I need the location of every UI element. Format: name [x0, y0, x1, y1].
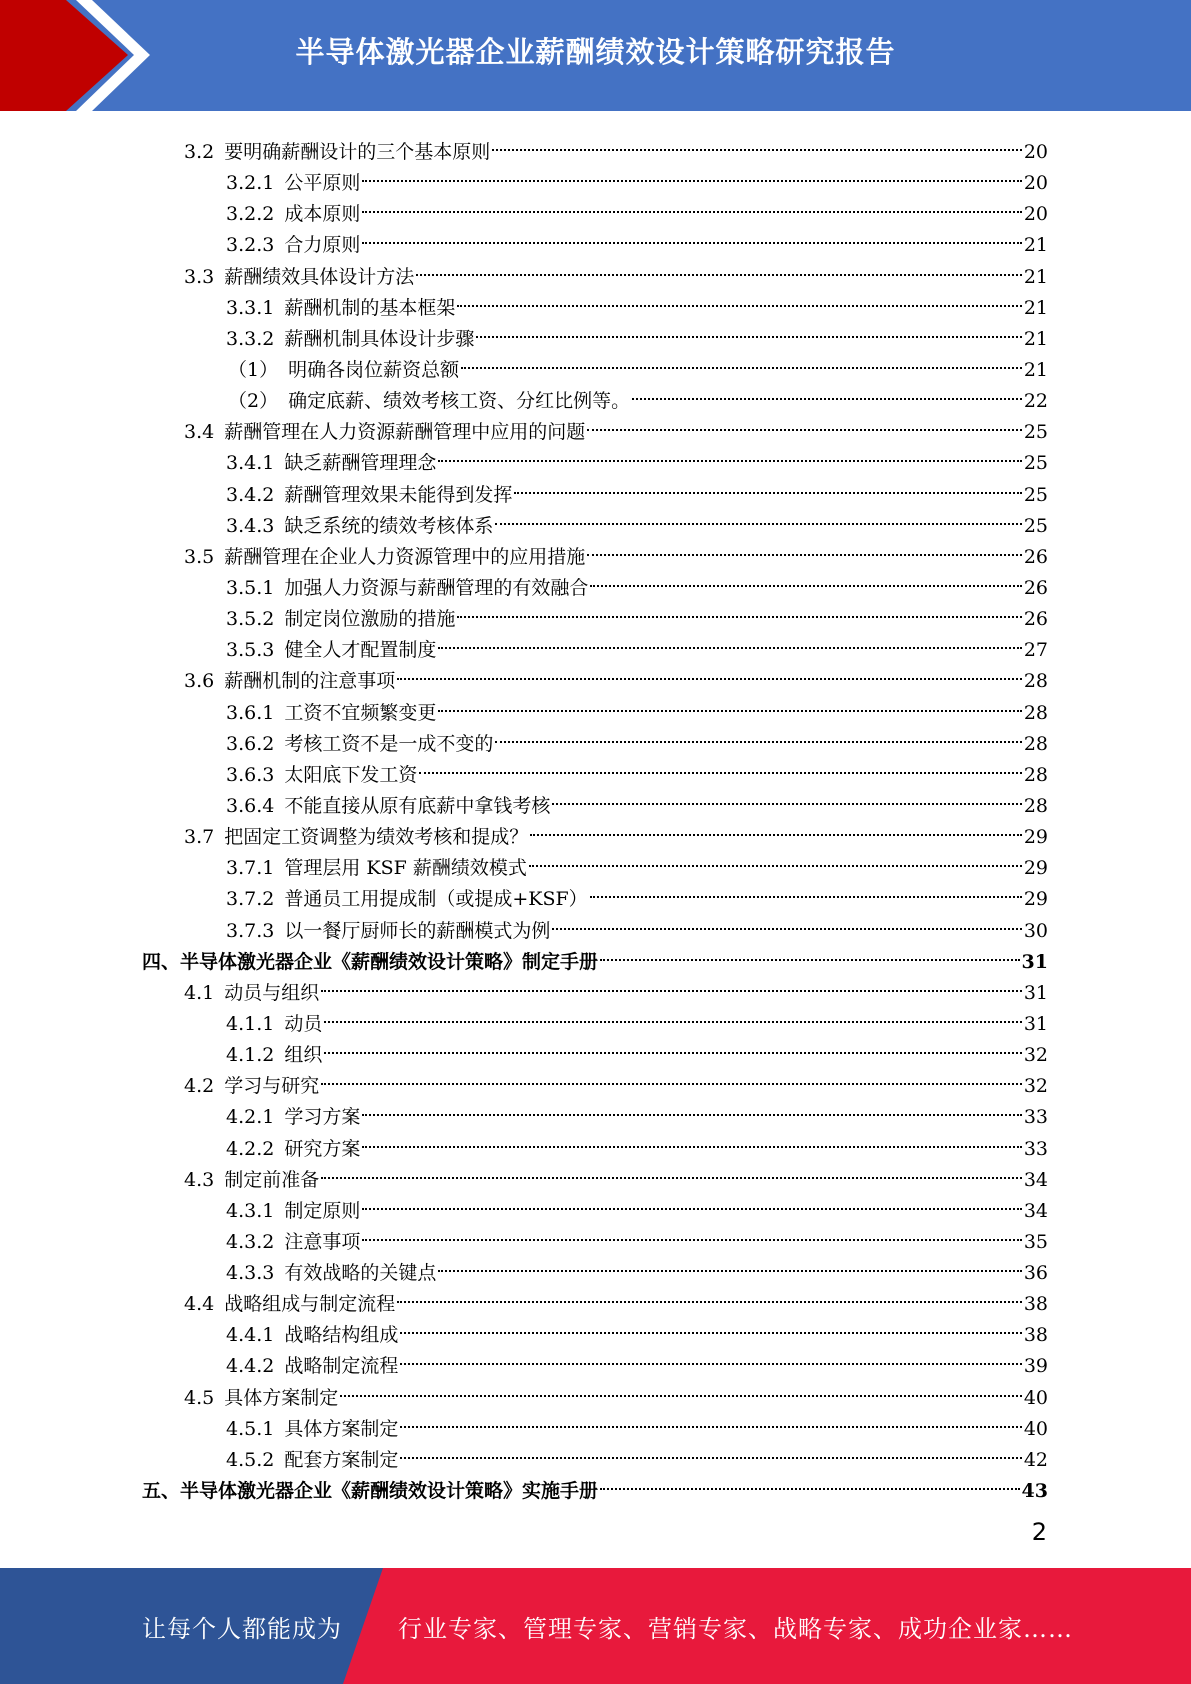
toc-leader-dots [492, 127, 1022, 158]
toc-entry-number: 3.2 [184, 141, 215, 163]
toc-entry-title: 战略结构组成 [284, 1324, 399, 1347]
toc-entry-number: 4.3.2 [226, 1230, 275, 1253]
toc-leader-dots [514, 470, 1021, 501]
toc-entry-page: 21 [1023, 327, 1048, 350]
toc-entry-number: 3.6.4 [226, 794, 275, 817]
toc-entry-number: 4.1 [184, 981, 215, 1004]
toc-entry-title: 学习方案 [284, 1106, 361, 1129]
toc-leader-dots [416, 252, 1022, 283]
toc-entry-page: 43 [1021, 1480, 1048, 1503]
toc-entry[interactable] [142, 127, 1048, 163]
toc-entry-number: 3.5.2 [226, 608, 275, 631]
toc-entry-page: 28 [1023, 732, 1048, 755]
toc-leader-dots [321, 1061, 1022, 1092]
toc-entry-page: 20 [1023, 203, 1048, 226]
toc-entry-title: 要明确薪酬设计的三个基本原则 [224, 141, 491, 163]
toc-entry-page: 21 [1023, 358, 1048, 381]
toc-entry-page: 25 [1023, 514, 1048, 537]
toc-entry-title: 成本原则 [284, 203, 361, 226]
toc-leader-dots [362, 1092, 1021, 1123]
toc-leader-dots [600, 937, 1020, 968]
page-number: 2 [1031, 1518, 1047, 1546]
footer-slogan-right: 行业专家、管理专家、营销专家、战略专家、成功企业家…… [398, 1614, 1073, 1643]
toc-entry-title: 薪酬机制的注意事项 [224, 670, 396, 693]
toc-leader-dots [362, 1186, 1021, 1217]
toc-entry-number: 3.6 [184, 670, 215, 693]
toc-leader-dots [340, 1373, 1022, 1404]
toc-entry-page: 29 [1023, 888, 1048, 911]
toc-leader-dots [457, 594, 1021, 625]
toc-entry-page: 26 [1023, 576, 1048, 599]
toc-entry-number: 3.5.3 [226, 639, 275, 662]
toc-leader-dots [530, 812, 1022, 843]
toc-leader-dots [324, 999, 1021, 1030]
toc-entry-number: 3.2.3 [226, 234, 275, 257]
toc-entry-number: 4.4.1 [226, 1324, 275, 1347]
toc-entry-number: 3.4.3 [226, 514, 275, 537]
toc-leader-dots [590, 563, 1021, 594]
toc-leader-dots [590, 874, 1022, 905]
toc-entry-title: 不能直接从原有底薪中拿钱考核 [284, 794, 551, 817]
toc-entry-page: 33 [1023, 1106, 1048, 1129]
toc-entry-page: 34 [1023, 1168, 1048, 1191]
toc-entry-title: 缺乏系统的绩效考核体系 [284, 514, 494, 537]
toc-leader-dots [397, 656, 1022, 687]
toc-entry-title: 确定底薪、绩效考核工资、分红比例等。 [288, 390, 631, 413]
toc-leader-dots [321, 1155, 1022, 1186]
toc-entry-title: 组织 [284, 1044, 323, 1067]
toc-entry-number: 3.7.2 [226, 888, 275, 911]
toc-leader-dots [362, 1217, 1021, 1248]
toc-leader-dots [495, 501, 1021, 532]
toc-entry-page: 36 [1023, 1262, 1048, 1285]
toc-entry-number: 4.2.2 [226, 1137, 275, 1160]
toc-entry[interactable] [142, 719, 1048, 755]
toc-entry-page: 21 [1023, 234, 1048, 257]
toc-entry-page: 34 [1023, 1199, 1048, 1222]
toc-entry-number: 4.1.2 [226, 1044, 275, 1067]
toc-entry-title: 薪酬绩效具体设计方法 [224, 265, 415, 288]
toc-leader-dots [400, 1310, 1021, 1341]
toc-entry-title: 学习与研究 [224, 1075, 320, 1098]
toc-entry[interactable] [142, 220, 1048, 257]
toc-entry-title: 制定原则 [284, 1199, 361, 1222]
header-arrow-decoration [0, 0, 160, 111]
toc-entry[interactable] [142, 1341, 1048, 1378]
toc-entry-number: 4.4 [184, 1293, 215, 1316]
toc-entry-page: 25 [1023, 452, 1048, 475]
toc-entry-number: 4.4.2 [226, 1355, 275, 1378]
toc-entry-page: 22 [1023, 390, 1048, 413]
toc-entry-number: 3.7.3 [226, 919, 275, 942]
toc-entry[interactable] [142, 874, 1048, 911]
toc-leader-dots [362, 158, 1021, 189]
toc-leader-dots [476, 314, 1021, 345]
toc-entry-number: （1） [228, 358, 279, 381]
toc-leader-dots [587, 532, 1022, 563]
toc-leader-dots [400, 1404, 1021, 1435]
toc-entry-number: 3.2.1 [226, 172, 275, 195]
toc-entry-page: 26 [1023, 608, 1048, 631]
toc-entry[interactable] [142, 750, 1048, 786]
toc-entry-number: 4.3.3 [226, 1262, 275, 1285]
toc-entry-title: 合力原则 [284, 234, 361, 257]
toc-entry-page: 39 [1023, 1355, 1048, 1378]
toc-entry-page: 32 [1023, 1075, 1048, 1098]
toc-entry-title: 战略制定流程 [284, 1355, 399, 1378]
toc-entry-title: 把固定工资调整为绩效考核和提成？ [224, 826, 529, 849]
toc-entry-page: 28 [1023, 794, 1048, 817]
toc-entry-number: 4.2.1 [226, 1106, 275, 1129]
toc-entry-page: 31 [1023, 981, 1048, 1004]
toc-leader-dots [362, 220, 1021, 251]
toc-entry-page: 21 [1023, 296, 1048, 319]
toc-entry-number: （2） [228, 390, 279, 413]
toc-entry-title: 研究方案 [284, 1137, 361, 1160]
toc-entry-number: 3.3.2 [226, 327, 275, 350]
toc-entry-page: 20 [1023, 141, 1048, 163]
toc-leader-dots [400, 1341, 1021, 1372]
toc-entry-page: 27 [1023, 639, 1048, 662]
toc-leader-dots [397, 1279, 1022, 1310]
toc-entry[interactable] [142, 1435, 1048, 1471]
toc-entry-title: 战略组成与制定流程 [224, 1293, 396, 1316]
toc-entry-title: 薪酬管理在人力资源薪酬管理中应用的问题 [224, 421, 586, 444]
page-header [0, 0, 1191, 111]
toc-entry-title: 缺乏薪酬管理理念 [284, 452, 437, 475]
toc-entry-title: 以一餐厅厨师长的薪酬模式为例 [284, 919, 551, 942]
toc-entry-title: 薪酬管理在企业人力资源管理中的应用措施 [224, 545, 586, 568]
toc-entry-page: 42 [1023, 1448, 1048, 1471]
toc-entry[interactable] [142, 1030, 1048, 1067]
toc-entry[interactable] [142, 1124, 1048, 1160]
toc-entry-number: 4.3 [184, 1168, 215, 1191]
toc-entry[interactable] [142, 656, 1048, 693]
toc-leader-dots [632, 376, 1022, 407]
toc-leader-dots [400, 1435, 1021, 1466]
toc-entry-page: 25 [1023, 483, 1048, 506]
toc-entry-number: 3.4.2 [226, 483, 275, 506]
toc-leader-dots [495, 719, 1021, 750]
toc-entry-page: 28 [1023, 701, 1048, 724]
toc-entry-title: 具体方案制定 [284, 1417, 399, 1440]
toc-entry[interactable] [142, 1373, 1048, 1409]
toc-entry-number: 3.4 [184, 421, 215, 444]
toc-entry-number: 3.5.1 [226, 576, 275, 599]
toc-entry[interactable] [142, 1279, 1048, 1316]
toc-entry-page: 31 [1023, 1012, 1048, 1035]
toc-entry[interactable] [142, 314, 1048, 350]
toc-leader-dots [438, 625, 1021, 656]
toc-entry-page: 28 [1023, 670, 1048, 693]
toc-entry-page: 38 [1023, 1324, 1048, 1347]
toc-entry-number: 4.3.1 [226, 1199, 275, 1222]
toc-entry-number: 3.2.2 [226, 203, 275, 226]
toc-entry-number: 3.6.3 [226, 763, 275, 786]
toc-entry-number: 3.3.1 [226, 296, 275, 319]
toc-entry-number: 3.4.1 [226, 452, 275, 475]
toc-entry[interactable] [142, 532, 1048, 568]
toc-entry-page: 25 [1023, 421, 1048, 444]
toc-entry[interactable] [142, 1248, 1048, 1285]
toc-leader-dots [321, 968, 1022, 999]
toc-entry[interactable] [142, 812, 1048, 849]
toc-entry-page: 29 [1023, 857, 1048, 880]
toc-entry-number: 4.5 [184, 1386, 215, 1409]
toc-leader-dots [438, 1248, 1021, 1279]
toc-entry-title: 薪酬管理效果未能得到发挥 [284, 483, 513, 506]
toc-entry-page: 31 [1021, 950, 1048, 973]
toc-entry[interactable] [142, 594, 1048, 631]
toc-entry-number: 4.1.1 [226, 1012, 275, 1035]
toc-leader-dots [438, 688, 1021, 719]
toc-entry-title: 薪酬机制具体设计步骤 [284, 327, 475, 350]
toc-entry-title: 配套方案制定 [284, 1448, 399, 1471]
toc-leader-dots [362, 189, 1021, 220]
toc-entry-page: 38 [1023, 1293, 1048, 1316]
toc-entry-title: 动员 [284, 1012, 323, 1035]
toc-entry-number: 4.5.2 [226, 1448, 275, 1471]
toc-entry-title: 薪酬机制的基本框架 [284, 296, 456, 319]
toc-entry-title: 五、半导体激光器企业《薪酬绩效设计策略》实施手册 [142, 1480, 599, 1503]
toc-entry-title: 考核工资不是一成不变的 [284, 732, 494, 755]
toc-entry-number: 3.7.1 [226, 857, 275, 880]
toc-entry-title: 管理层用 KSF 薪酬绩效模式 [284, 857, 527, 880]
toc-entry-page: 33 [1023, 1137, 1048, 1160]
toc-entry-number: 3.6.2 [226, 732, 275, 755]
toc-entry-page: 40 [1023, 1417, 1048, 1440]
footer-slogan-left: 让每个人都能成为 [142, 1614, 342, 1643]
toc-leader-dots [600, 1466, 1020, 1497]
toc-entry[interactable] [142, 1061, 1048, 1098]
toc-entry-title: 健全人才配置制度 [284, 639, 437, 662]
toc-entry-title: 四、半导体激光器企业《薪酬绩效设计策略》制定手册 [142, 950, 599, 973]
toc-entry-page: 30 [1023, 919, 1048, 942]
toc-leader-dots [552, 781, 1021, 812]
toc-entry-number: 3.3 [184, 265, 215, 288]
toc-entry-page: 20 [1023, 172, 1048, 195]
table-of-contents [142, 127, 1048, 1503]
toc-leader-dots [362, 1124, 1021, 1155]
toc-entry-page: 29 [1023, 826, 1048, 849]
toc-entry-title: 注意事项 [284, 1230, 361, 1253]
toc-entry[interactable] [142, 937, 1048, 973]
toc-entry-title: 明确各岗位薪资总额 [288, 358, 460, 381]
toc-entry-page: 35 [1023, 1230, 1048, 1253]
toc-entry-title: 有效战略的关键点 [284, 1262, 437, 1285]
toc-leader-dots [438, 438, 1021, 469]
toc-entry-number: 4.5.1 [226, 1417, 275, 1440]
toc-leader-dots [587, 407, 1022, 438]
toc-entry[interactable] [142, 1466, 1048, 1503]
toc-entry-title: 加强人力资源与薪酬管理的有效融合 [284, 576, 589, 599]
toc-entry[interactable] [142, 345, 1048, 381]
toc-entry-page: 40 [1023, 1386, 1048, 1409]
toc-leader-dots [461, 345, 1022, 376]
toc-entry-title: 公平原则 [284, 172, 361, 195]
toc-leader-dots [419, 750, 1021, 781]
toc-entry-page: 32 [1023, 1044, 1048, 1067]
toc-entry[interactable] [142, 501, 1048, 537]
toc-leader-dots [529, 843, 1022, 874]
toc-entry-title: 普通员工用提成制（或提成+KSF） [284, 888, 588, 911]
toc-entry[interactable] [142, 781, 1048, 817]
toc-leader-dots [457, 283, 1021, 314]
toc-entry-title: 具体方案制定 [224, 1386, 339, 1409]
toc-entry-title: 动员与组织 [224, 981, 320, 1004]
toc-entry[interactable] [142, 252, 1048, 288]
toc-entry[interactable] [142, 625, 1048, 662]
toc-entry-number: 3.6.1 [226, 701, 275, 724]
toc-leader-dots [324, 1030, 1021, 1061]
toc-entry-number: 4.2 [184, 1075, 215, 1098]
toc-entry-number: 3.7 [184, 826, 215, 849]
toc-leader-dots [552, 906, 1021, 937]
toc-entry[interactable] [142, 906, 1048, 942]
page-footer [0, 1568, 1191, 1684]
toc-entry[interactable] [142, 189, 1048, 226]
header-title: 半导体激光器企业薪酬绩效设计策略研究报告 [295, 34, 896, 69]
toc-entry[interactable] [142, 470, 1048, 506]
toc-entry-title: 制定前准备 [224, 1168, 320, 1191]
toc-entry-title: 太阳底下发工资 [284, 763, 418, 786]
toc-entry-page: 26 [1023, 545, 1048, 568]
toc-entry-title: 制定岗位激励的措施 [284, 608, 456, 631]
toc-entry[interactable] [142, 1217, 1048, 1253]
toc-entry-page: 28 [1023, 763, 1048, 786]
toc-entry-number: 3.5 [184, 545, 215, 568]
toc-entry-page: 21 [1023, 265, 1048, 288]
toc-entry-title: 工资不宜频繁变更 [284, 701, 437, 724]
toc-entry[interactable] [142, 1155, 1048, 1191]
